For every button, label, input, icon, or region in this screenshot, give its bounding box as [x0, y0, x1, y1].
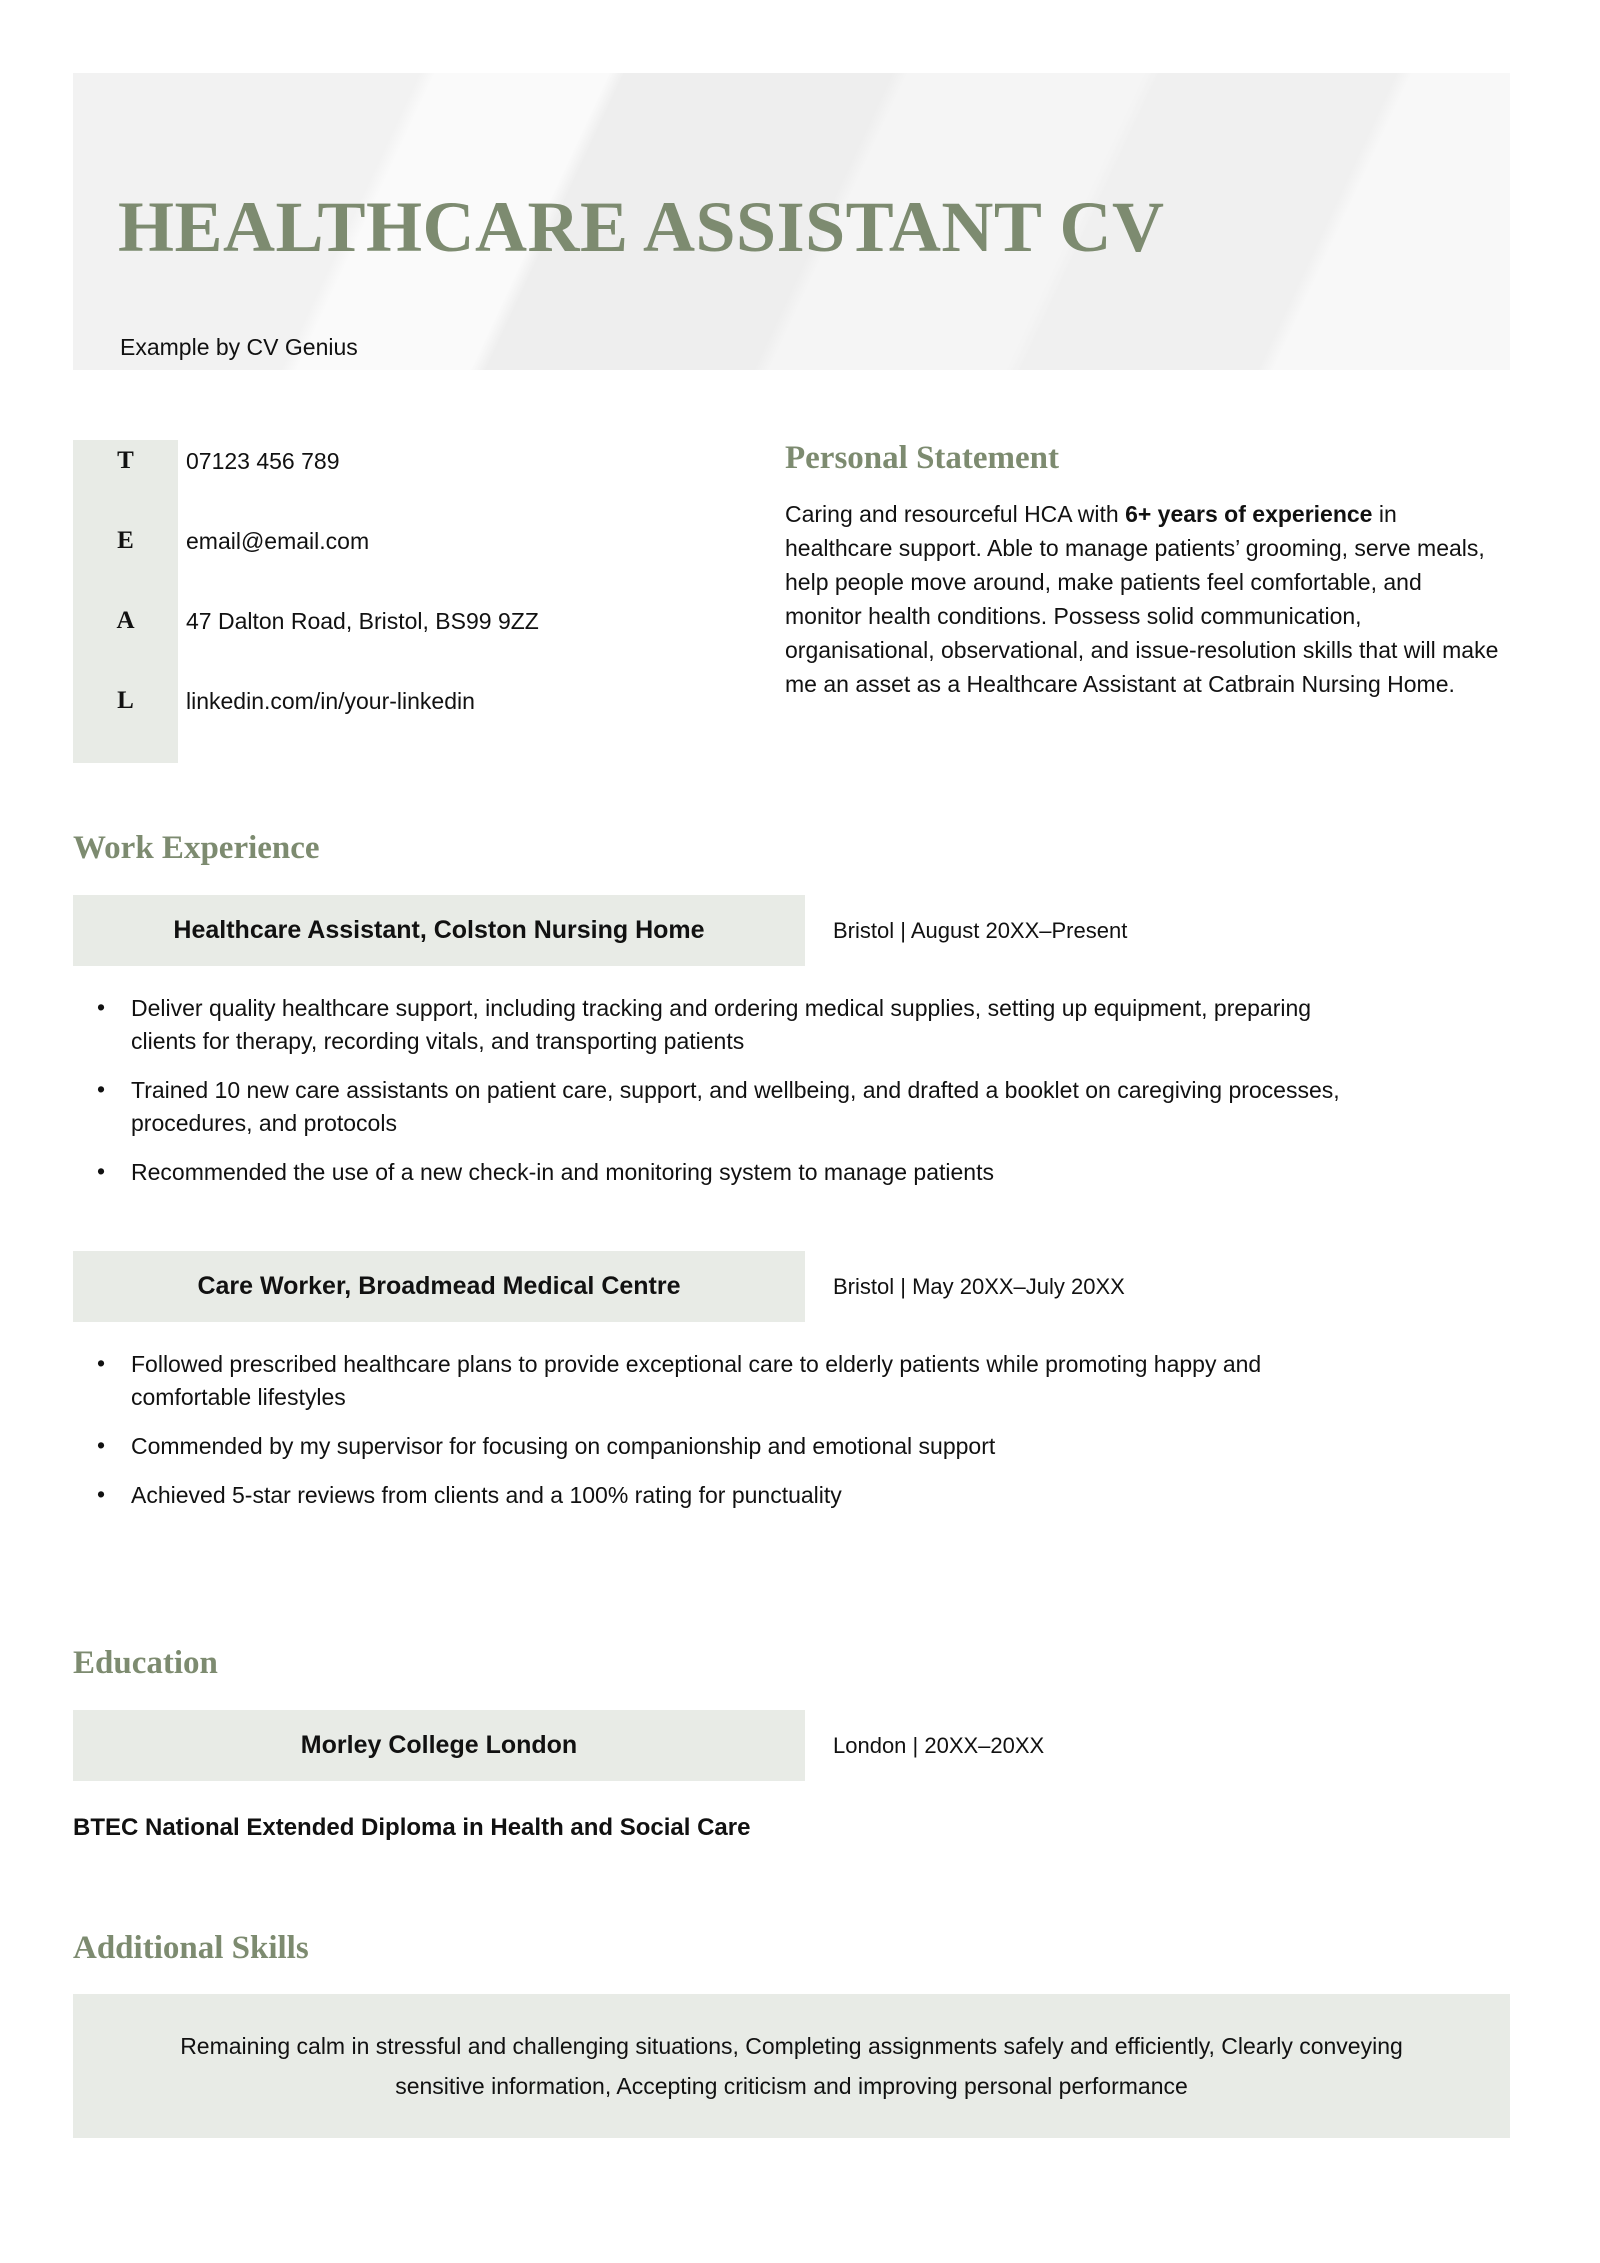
education-school-name: Morley College London — [300, 1731, 578, 1760]
contact-row-email — [73, 520, 733, 600]
work-entry-header — [73, 895, 1510, 966]
education-heading: Education — [73, 1645, 218, 1681]
contact-row-address — [73, 600, 733, 680]
personal-statement-heading: Personal Statement — [785, 440, 1060, 476]
contact-value-phone[interactable]: 07123 456 789 — [186, 448, 340, 474]
work-entry-title: Care Worker, Broadmead Medical Centre — [197, 1272, 681, 1301]
work-entry-meta: Bristol | May 20XX–July 20XX — [833, 1273, 1125, 1299]
additional-skills-text: Remaining calm in stressful and challenging situations, Completing assignments safely and efficiently, Clearly conveying sensitive information, Accepting criticism and improving personal performance — [180, 2033, 1403, 2100]
list-item: • Recommended the use of a new check-in and monitoring system to manage patients — [73, 1156, 1381, 1189]
statement-text-part-1: Caring and resourceful HCA with — [785, 501, 1126, 528]
contact-row-linkedin — [73, 680, 733, 760]
personal-statement-section — [785, 440, 1500, 701]
statement-text-part-2: in healthcare support. Able to manage patients’ grooming, serve meals, help people move around, make patients feel comfortable, and monitor health conditions. Possess solid communication, organisational, observational, and issue-resolution skills that will make me an asset as a Healthcare Assistant at Catbrain Nursing Home. — [785, 501, 1499, 698]
list-item: • Trained 10 new care assistants on patient care, support, and wellbeing, and drafted a booklet on caregiving processes, procedures, and protocols — [73, 1074, 1381, 1140]
additional-skills-box — [73, 1994, 1510, 2138]
work-experience-section — [73, 830, 1510, 1528]
page-title: HEALTHCARE ASSISTANT CV — [118, 187, 1165, 267]
education-school-box — [73, 1710, 805, 1781]
header-subtitle: Example by CV Genius — [120, 334, 358, 360]
work-experience-heading: Work Experience — [73, 830, 320, 866]
education-section — [73, 1645, 1510, 1842]
contact-row-phone — [73, 440, 733, 520]
contact-value-email[interactable]: email@email.com — [186, 528, 370, 554]
work-entry-title-box — [73, 1251, 805, 1322]
contact-label-phone: T — [117, 447, 134, 474]
additional-skills-section — [73, 1930, 1510, 2138]
personal-statement-body — [785, 497, 1500, 701]
education-entry-header — [73, 1710, 1510, 1781]
list-item: • Achieved 5-star reviews from clients and a 100% rating for punctuality — [73, 1479, 1381, 1512]
work-entry-bullets — [73, 1348, 1510, 1512]
education-degree: BTEC National Extended Diploma in Health and Social Care — [73, 1814, 751, 1842]
contact-block — [73, 440, 733, 760]
education-meta: London | 20XX–20XX — [833, 1732, 1045, 1758]
work-entry-meta: Bristol | August 20XX–Present — [833, 917, 1128, 943]
contact-label-address: A — [116, 607, 135, 634]
work-entry-title: Healthcare Assistant, Colston Nursing Home — [173, 916, 705, 945]
list-item: • Followed prescribed healthcare plans to provide exceptional care to elderly patients while promoting happy and comfortable lifestyles — [73, 1348, 1381, 1414]
statement-text-bold: 6+ years of experience — [1125, 501, 1373, 528]
work-entry-title-box — [73, 895, 805, 966]
contact-value-address: 47 Dalton Road, Bristol, BS99 9ZZ — [186, 608, 539, 634]
additional-skills-heading: Additional Skills — [73, 1930, 309, 1966]
contact-label-email: E — [117, 527, 134, 554]
list-item: • Deliver quality healthcare support, including tracking and ordering medical supplies, setting up equipment, preparing clients for therapy, recording vitals, and transporting patients — [73, 992, 1381, 1058]
work-entry-header — [73, 1251, 1510, 1322]
contact-value-linkedin[interactable]: linkedin.com/in/your-linkedin — [186, 688, 475, 714]
contact-label-linkedin: L — [117, 687, 134, 714]
list-item: • Commended by my supervisor for focusing on companionship and emotional support — [73, 1430, 1381, 1463]
header-banner — [73, 73, 1510, 370]
work-entry-bullets — [73, 992, 1510, 1189]
